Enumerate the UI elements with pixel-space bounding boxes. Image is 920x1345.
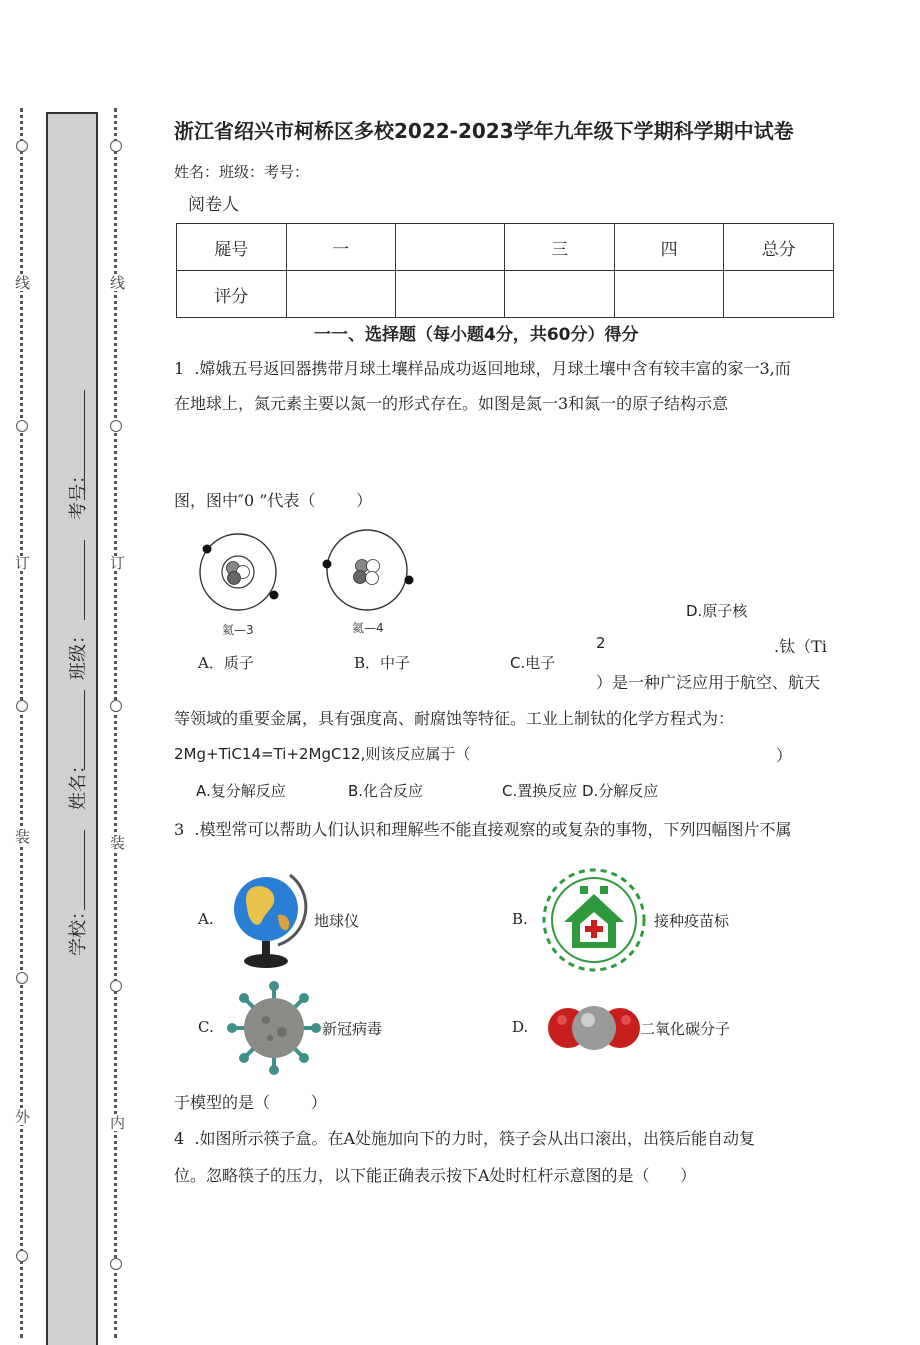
atom-label: 氦—3 [222, 623, 254, 637]
q2-frag1: .钛（Ti [774, 637, 827, 656]
score-cell[interactable] [286, 271, 396, 318]
q1-option-d[interactable]: D.原子核 [686, 602, 748, 620]
score-cell[interactable] [724, 271, 834, 318]
inner-mark-ding: 订 [110, 554, 126, 572]
q3-option-d-letter[interactable]: D. [512, 1018, 529, 1036]
q3-option-b-letter[interactable]: B. [512, 910, 528, 928]
globe-icon [228, 865, 308, 973]
score-row-label: 评分 [177, 271, 287, 318]
score-cell[interactable] [505, 271, 615, 318]
inner-circle-mark [110, 980, 122, 992]
q3-option-d-label: 二氧化碳分子 [640, 1020, 731, 1038]
q3-option-c-letter[interactable]: C. [198, 1018, 214, 1036]
q1-line1: 1 .嫦娥五号返回器携带月球土壤样品成功返回地球，月球土壤中含有较丰富的家一3,而 [174, 359, 791, 378]
field-exam-number-line [84, 390, 85, 500]
q3-line1: 3 .模型常可以帮助人们认识和理解些不能直接观察的或复杂的事物，下列四幅图片不属 [174, 820, 792, 839]
outer-circle-mark [16, 972, 28, 984]
field-exam-number: 考号： [68, 466, 89, 520]
q2-option-b[interactable]: B.化合反应 [348, 782, 424, 800]
vaccine-logo-icon [540, 866, 648, 974]
q1-line3: 图，图中″0 ”代表（ ） [174, 491, 373, 510]
inner-circle-mark [110, 420, 122, 432]
field-class: 班级： [68, 626, 89, 680]
inner-dotted-line [114, 108, 121, 1338]
q3-option-a-label: 地球仪 [314, 912, 360, 930]
section-heading: 一一、选择题（每小题4分，共60分）得分 [314, 325, 639, 345]
helium4-atom [323, 530, 414, 610]
inner-circle-mark [110, 1258, 122, 1270]
score-header-cell: 三 [505, 224, 615, 271]
atom-diagram [190, 528, 430, 644]
helium3-atom [200, 534, 279, 610]
score-header-cell: 屣号 [177, 224, 287, 271]
exam-title: 浙江省绍兴市柯桥区多校2022-2023学年九年级下学期科学期中试卷 [174, 119, 794, 143]
q1-line2: 在地球上，氮元素主要以氮一的形式存在。如图是氮一3和氮一的原子结构示意 [174, 394, 729, 413]
field-name: 姓名： [68, 756, 89, 810]
inner-circle-mark [110, 140, 122, 152]
field-school: 学校： [68, 902, 89, 956]
inner-mark-nei: 内 [110, 1114, 126, 1132]
reviewer-label: 阅卷人 [188, 195, 239, 215]
q2-number: 2 [596, 634, 606, 652]
score-header-cell [396, 224, 505, 271]
outer-mark-ding: 订 [15, 554, 31, 572]
score-table [176, 223, 834, 318]
q2-option-cd[interactable]: C.置换反应 D.分解反应 [502, 782, 659, 800]
atom-label: 氦—4 [352, 621, 384, 635]
q2-option-a[interactable]: A.复分解反应 [196, 782, 286, 800]
score-header-cell: 总分 [724, 224, 834, 271]
inner-circle-mark [110, 700, 122, 712]
outer-mark-wai: 外 [15, 1108, 31, 1126]
score-header-cell: 四 [614, 224, 724, 271]
virus-icon [226, 980, 322, 1076]
q3-line-end: 于模型的是（ ） [174, 1093, 327, 1112]
field-school-line [84, 830, 85, 910]
q1-option-a[interactable]: A．质子 [198, 654, 254, 672]
field-class-line [84, 540, 85, 620]
q4-line2: 位。忽略筷子的压力，以下能正确表示按下A处时杠杆示意图的是（ ） [174, 1166, 697, 1185]
outer-mark-zhuang: 装 [15, 828, 31, 846]
q4-line1: 4 .如图所示筷子盒。在A处施加向下的力时，筷子会从出口滚出，出筷后能自动复 [174, 1129, 755, 1148]
outer-circle-mark [16, 1250, 28, 1262]
q3-option-a-letter[interactable]: A. [198, 910, 214, 928]
q2-line3: 2Mg+TiC14=Ti+2MgC12,则该反应属于（ [174, 745, 471, 763]
score-header-cell: 一 [286, 224, 396, 271]
inner-mark-zhuang: 装 [110, 834, 126, 852]
q2-line2: 等领域的重要金属，具有强度高、耐腐蚀等特征。工业上制钛的化学方程式为： [174, 709, 735, 728]
binding-strip [46, 112, 98, 1345]
co2-molecule-icon [546, 1002, 642, 1054]
q2-frag2: ）是一种广泛应用于航空、航天 [596, 673, 821, 692]
outer-circle-mark [16, 420, 28, 432]
outer-circle-mark [16, 140, 28, 152]
q3-option-b-label: 接种疫苗标 [654, 912, 730, 930]
outer-dotted-line [20, 108, 27, 1338]
outer-mark-xian: 线 [15, 274, 31, 292]
field-name-line [84, 690, 85, 770]
score-cell[interactable] [396, 271, 505, 318]
q3-option-c-label: 新冠病毒 [322, 1020, 383, 1038]
student-info-line: 姓名：班级：考号： [174, 163, 310, 181]
outer-circle-mark [16, 700, 28, 712]
q1-option-c[interactable]: C.电子 [510, 654, 556, 672]
inner-mark-xian: 线 [110, 274, 126, 292]
score-cell[interactable] [614, 271, 724, 318]
q1-option-b[interactable]: B．中子 [354, 654, 411, 672]
q2-line3-end: ） [776, 746, 793, 765]
